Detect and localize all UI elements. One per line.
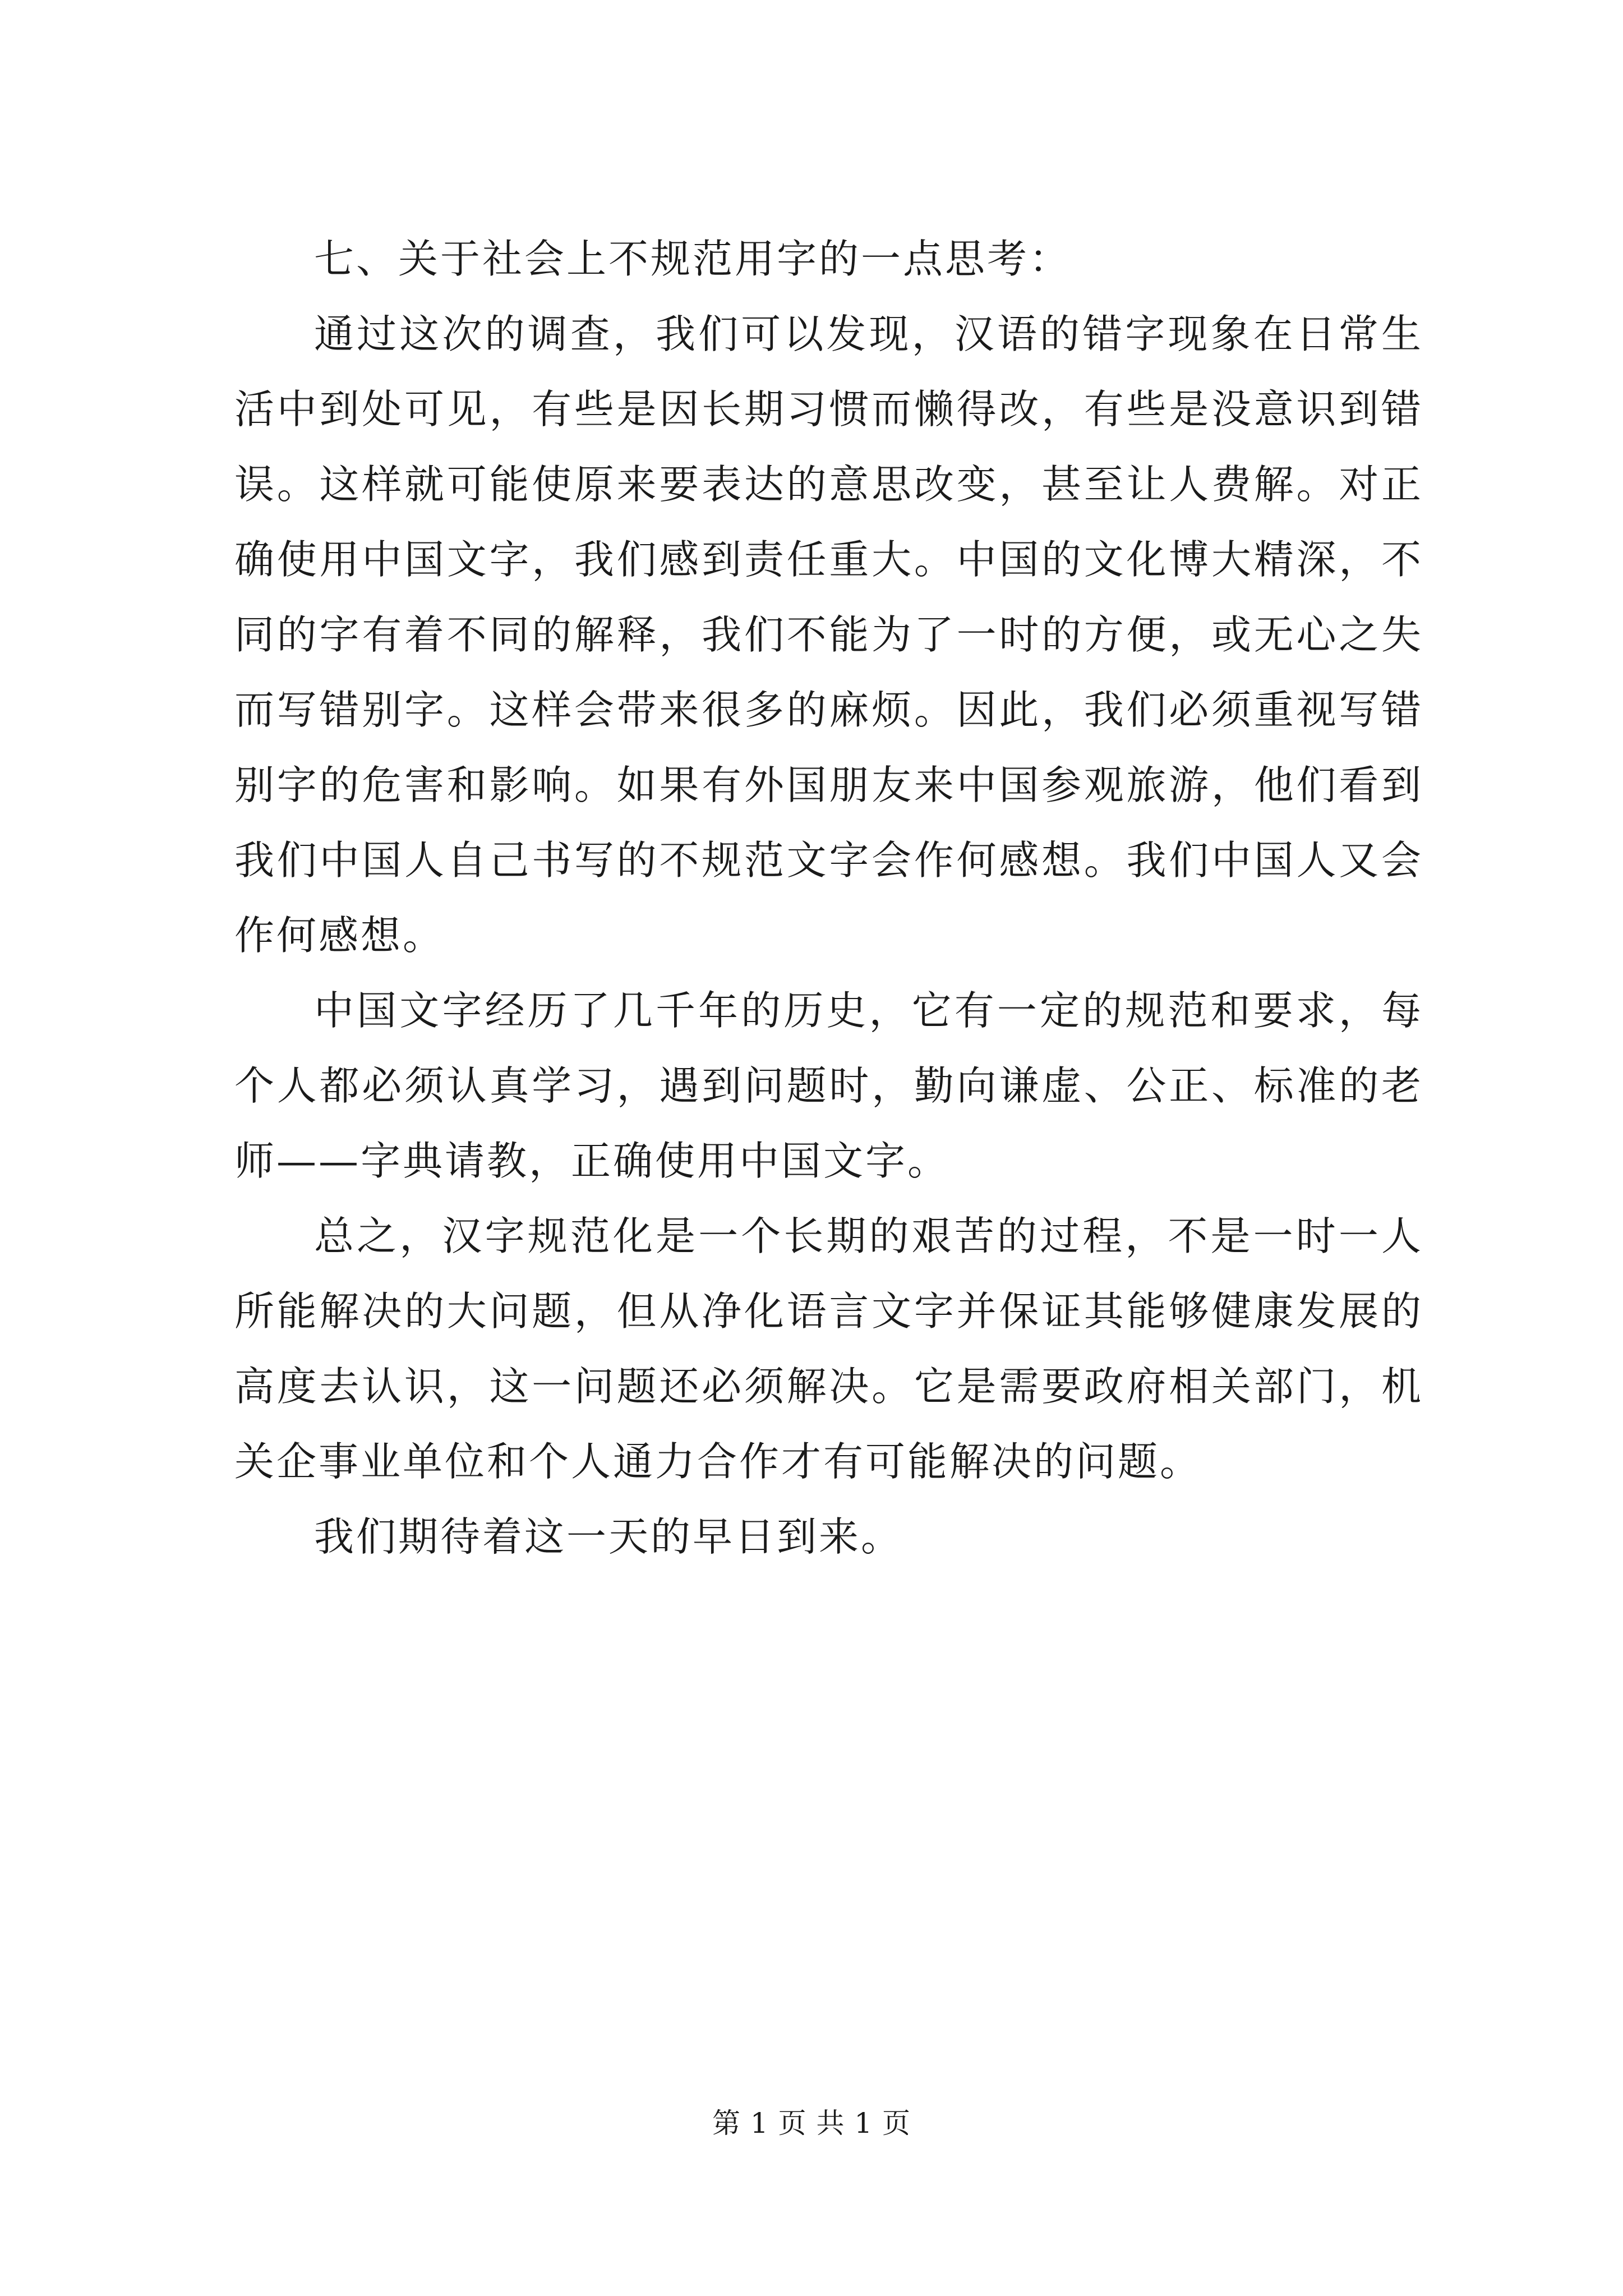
paragraph: 我们期待着这一天的早日到来。 xyxy=(314,1513,903,1560)
paragraph: 通过这次的调查，我们可以发现，汉语的错字现象在日常生活中到处可见，有些是因长期习惯而懒得改，有些是没意识到错误。这样就可能使原来要表达的意思改变，甚至让人费解。对正确使用中国文字，我们感到责任重大。中国的文化博大精深，不同的字有着不同的解释，我们不能为了一时的方便，或无心之失而写错别字。这样会带来很多的麻烦。因此，我们必须重视写错别字的危害和影响。如果有外国朋友来中国参观旅游，他们看到我们中国人自己书写的不规范文字会作何感想。我们中国人又会作何感想。 xyxy=(234,311,1423,959)
paragraph: 总之，汉字规范化是一个长期的艰苦的过程，不是一时一人所能解决的大问题，但从净化语言文字并保证其能够健康发展的高度去认识，这一问题还必须解决。它是需要政府相关部门，机关企事业单位和个人通力合作才有可能解决的问题。 xyxy=(234,1213,1423,1485)
document-body xyxy=(234,222,1423,1575)
page-number-footer: 第 1 页 共 1 页 xyxy=(712,2107,911,2139)
paragraph: 中国文字经历了几千年的历史，它有一定的规范和要求，每个人都必须认真学习，遇到问题时，勤向谦虚、公正、标准的老师——字典请教，正确使用中国文字。 xyxy=(234,987,1423,1184)
section-heading: 七、关于社会上不规范用字的一点思考： xyxy=(314,236,1072,282)
